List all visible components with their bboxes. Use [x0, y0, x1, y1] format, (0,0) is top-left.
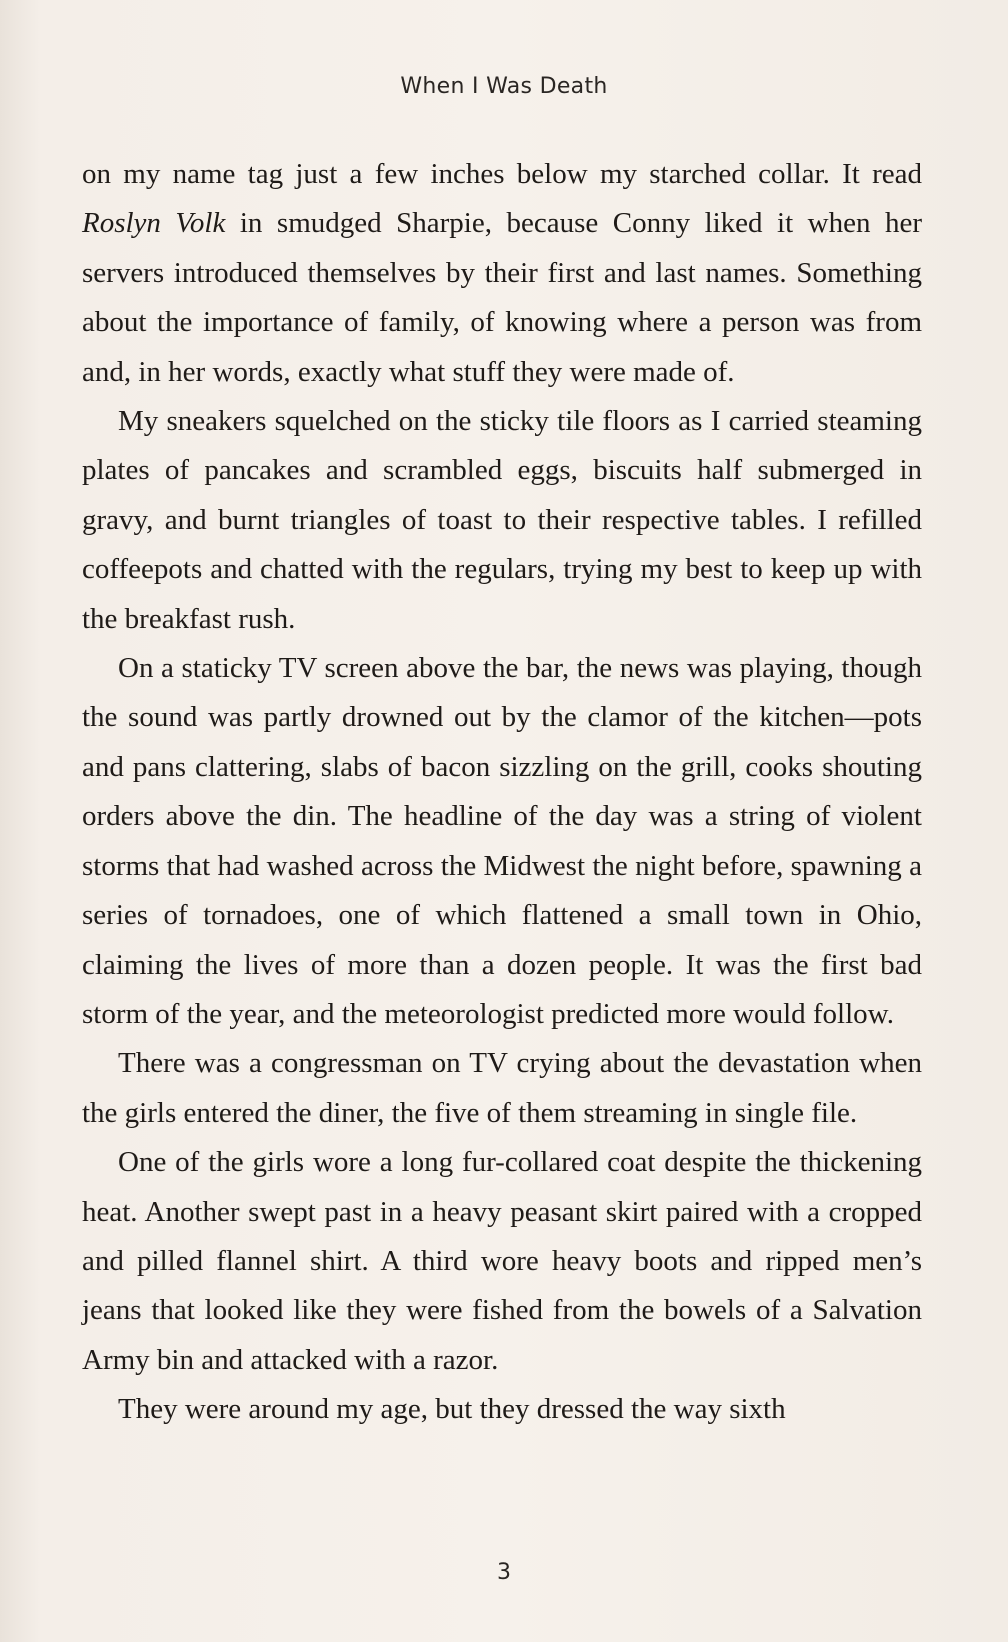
- running-head: When I Was Death: [400, 74, 608, 99]
- paragraph-3: On a staticky TV screen above the bar, the news was playing, though the sound was partly drowned out by the clamor of the kitchen—pots and pans clattering, slabs of bacon sizzling on the grill, cooks shouting orders above the din. The headline of the day was a string of violent storms that had washed across the Midwest the night before, spawning a series of tornadoes, one of which flattened a small town in Ohio, claiming the lives of more than a dozen people. It was the first bad storm of the year, and the meteorologist predicted more would follow.: [82, 652, 922, 1030]
- paragraph-1: [82, 150, 922, 397]
- paragraph-4: There was a congressman on TV crying about the devastation when the girls entered the diner, the five of them streaming in single file.: [82, 1047, 922, 1129]
- paragraph-6: They were around my age, but they dressed the way sixth: [118, 1393, 786, 1426]
- paragraph-1-end: in smudged Sharpie, because Conny liked it when her servers introduced themselves by their first and last names. Something about the importance of family, of knowing where a person was from and, in her words, exactly what stuff they were made of.: [82, 207, 922, 388]
- name-tag-text: Roslyn Volk: [82, 207, 226, 240]
- paragraph-1-start: on my name tag just a few inches below my starched collar. It read: [82, 158, 922, 190]
- paragraph-5: One of the girls wore a long fur-collared coat despite the thickening heat. Another swept past in a heavy peasant skirt paired with a cropped and pilled flannel shirt. A third wore heavy boots and ripped men’s jeans that looked like they were fished from the bowels of a Salvation Army bin and attacked with a razor.: [82, 1146, 922, 1376]
- paragraph-2: My sneakers squelched on the sticky tile floors as I carried steaming plates of pancakes and scrambled eggs, biscuits half submerged in gravy, and burnt triangles of toast to their respective tables. I refilled coffeepots and chatted with the regulars, trying my best to keep up with the breakfast rush.: [82, 405, 922, 635]
- body-text: [82, 150, 922, 1435]
- page-number: 3: [497, 1560, 511, 1585]
